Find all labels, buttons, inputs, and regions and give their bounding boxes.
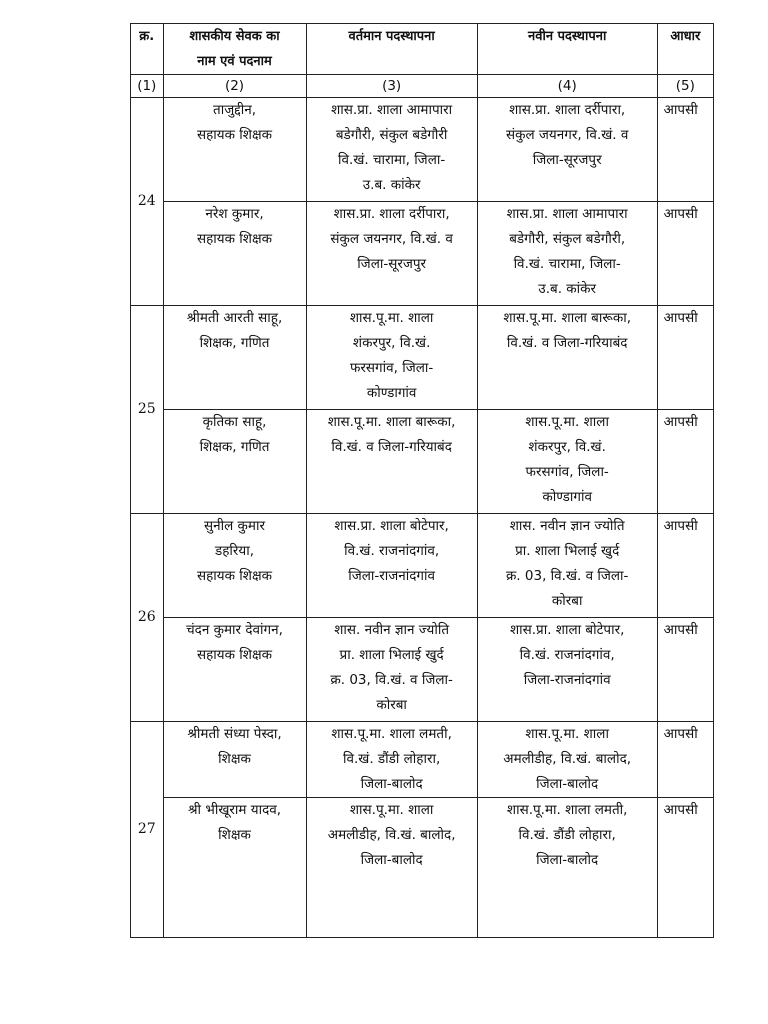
new-posting-line: उ.ब. कांकेर — [538, 281, 597, 297]
transfer-table — [130, 23, 714, 938]
new-posting-line: जिला-बालोद — [536, 776, 599, 792]
serial-number-cell: 24 — [131, 98, 164, 306]
employee-name-cell — [163, 722, 306, 798]
employee-name-cell — [163, 618, 306, 722]
new-posting-line: बडेगौरी, संकुल बडेगौरी, — [509, 231, 626, 247]
new-posting-line: शास.पू.मा. शाला लमती, — [506, 802, 628, 818]
employee-name-cell — [163, 514, 306, 618]
current-posting-line: संकुल जयनगर, वि.खं. व — [330, 231, 453, 247]
current-posting-line: प्रा. शाला भिलाई खुर्द — [339, 647, 444, 663]
current-posting-line: शास.पू.मा. शाला — [349, 310, 434, 326]
header-name-designation — [163, 24, 306, 75]
basis-cell: आपसी — [657, 618, 713, 722]
table-row — [131, 98, 714, 202]
current-posting-line: शास.पू.मा. शाला लमती, — [331, 726, 452, 742]
employee-name-cell — [163, 410, 306, 514]
current-posting-line: शास.प्रा. शाला बोटेपार, — [334, 518, 449, 534]
new-posting-cell — [477, 306, 657, 410]
new-posting-cell — [477, 410, 657, 514]
current-posting-line: जिला-बालोद — [360, 776, 423, 792]
current-posting-cell — [306, 798, 477, 938]
new-posting-line: फरसगांव, जिला- — [525, 464, 609, 480]
header-name-line: शासकीय सेवक का — [189, 29, 280, 44]
current-posting-line: जिला-राजनांदगांव — [348, 568, 436, 584]
new-posting-line: वि.खं. चारामा, जिला- — [513, 256, 621, 272]
employee-name-line: शिक्षक, गणित — [199, 335, 270, 351]
current-posting-cell — [306, 410, 477, 514]
employee-name-line: सहायक शिक्षक — [197, 568, 273, 584]
new-posting-line: शास.पू.मा. शाला — [525, 414, 609, 430]
index-cell: (2) — [163, 75, 306, 98]
current-posting-line: वि.खं. चारामा, जिला- — [338, 152, 446, 168]
employee-name-cell — [163, 798, 306, 938]
employee-name-line: शिक्षक — [218, 827, 251, 843]
current-posting-cell — [306, 98, 477, 202]
employee-name-line: श्रीमती आरती साहू, — [186, 310, 283, 326]
header-new-posting: नवीन पदस्थापना — [477, 24, 657, 75]
new-posting-line: शंकरपुर, वि.खं. — [528, 439, 606, 455]
new-posting-cell — [477, 722, 657, 798]
new-posting-line: शास.प्रा. शाला दर्रीपारा, — [509, 102, 626, 118]
current-posting-line: बडेगौरी, संकुल बडेगौरी — [335, 127, 448, 143]
table-body — [131, 98, 714, 938]
new-posting-line: अमलीडीह, वि.खं. बालोद, — [503, 751, 632, 767]
current-posting-cell — [306, 722, 477, 798]
current-posting-line: शास.प्रा. शाला दर्रीपारा, — [333, 206, 450, 222]
employee-name-line: श्री भीखूराम यादव, — [187, 802, 282, 818]
index-cell: (4) — [477, 75, 657, 98]
new-posting-line: वि.खं. डौंडी लोहारा, — [518, 827, 616, 843]
current-posting-cell — [306, 306, 477, 410]
new-posting-cell — [477, 202, 657, 306]
basis-cell: आपसी — [657, 514, 713, 618]
current-posting-line: वि.खं. राजनांदगांव, — [344, 543, 440, 559]
new-posting-line: कोरबा — [551, 593, 583, 609]
current-posting-line: कोरबा — [376, 697, 407, 713]
index-cell: (3) — [306, 75, 477, 98]
header-basis: आधार — [657, 24, 713, 75]
basis-cell: आपसी — [657, 306, 713, 410]
table-row — [131, 410, 714, 514]
basis-cell: आपसी — [657, 202, 713, 306]
basis-cell: आपसी — [657, 722, 713, 798]
new-posting-line: वि.खं. राजनांदगांव, — [519, 647, 615, 663]
table-row — [131, 514, 714, 618]
current-posting-cell — [306, 202, 477, 306]
table-row — [131, 306, 714, 410]
current-posting-line: शास. नवीन ज्ञान ज्योति — [334, 622, 450, 638]
new-posting-line: जिला-राजनांदगांव — [523, 672, 611, 688]
new-posting-cell — [477, 798, 657, 938]
basis-cell: आपसी — [657, 410, 713, 514]
new-posting-line: शास.पू.मा. शाला बारूका, — [503, 310, 632, 326]
table-row — [131, 798, 714, 938]
employee-name-line: नरेश कुमार, — [205, 206, 264, 222]
employee-name-cell — [163, 202, 306, 306]
employee-name-cell — [163, 98, 306, 202]
current-posting-line: कोण्डागांव — [366, 385, 417, 401]
employee-name-line: चंदन कुमार देवांगन, — [186, 622, 283, 638]
current-posting-cell — [306, 618, 477, 722]
new-posting-line: जिला-सूरजपुर — [532, 152, 602, 168]
current-posting-line: फरसगांव, जिला- — [349, 360, 434, 376]
current-posting-line: शास.प्रा. शाला आमापारा — [331, 102, 453, 118]
table-row — [131, 722, 714, 798]
employee-name-line: शिक्षक — [218, 751, 251, 767]
new-posting-cell — [477, 98, 657, 202]
serial-number-cell: 25 — [131, 306, 164, 514]
current-posting-line: उ.ब. कांकेर — [362, 177, 421, 193]
serial-number-cell: 26 — [131, 514, 164, 722]
new-posting-line: प्रा. शाला भिलाई खुर्द — [515, 543, 620, 559]
new-posting-line: कोण्डागांव — [542, 489, 592, 505]
employee-name-line: ताजुद्दीन, — [213, 102, 257, 118]
header-row — [131, 24, 714, 75]
employee-name-line: डहरिया, — [215, 543, 255, 559]
new-posting-line: वि.खं. व जिला-गरियाबंद — [506, 335, 628, 351]
employee-name-line: सहायक शिक्षक — [197, 647, 273, 663]
employee-name-line: सुनील कुमार — [204, 518, 266, 534]
new-posting-line: शास.प्रा. शाला आमापारा — [506, 206, 628, 222]
new-posting-line: संकुल जयनगर, वि.खं. व — [505, 127, 629, 143]
current-posting-cell — [306, 514, 477, 618]
new-posting-line: शास.प्रा. शाला बोटेपार, — [509, 622, 625, 638]
employee-name-line: सहायक शिक्षक — [197, 231, 273, 247]
current-posting-line: जिला-सूरजपुर — [357, 256, 427, 272]
current-posting-line: वि.खं. डौंडी लोहारा, — [342, 751, 441, 767]
new-posting-line: जिला-बालोद — [536, 852, 599, 868]
index-cell: (5) — [657, 75, 713, 98]
index-cell: (1) — [131, 75, 164, 98]
new-posting-line: क्र. 03, वि.खं. व जिला- — [505, 568, 629, 584]
current-posting-line: शंकरपुर, वि.खं. — [352, 335, 431, 351]
employee-name-line: शिक्षक, गणित — [199, 439, 270, 455]
table-row — [131, 202, 714, 306]
table-row — [131, 618, 714, 722]
employee-name-cell — [163, 306, 306, 410]
current-posting-line: क्र. 03, वि.खं. व जिला- — [330, 672, 453, 688]
employee-name-line: कृतिका साहू, — [202, 414, 267, 430]
new-posting-cell — [477, 514, 657, 618]
header-current-posting: वर्तमान पदस्थापना — [306, 24, 477, 75]
basis-cell: आपसी — [657, 98, 713, 202]
employee-name-line: सहायक शिक्षक — [197, 127, 273, 143]
current-posting-line: शास.पू.मा. शाला — [349, 802, 434, 818]
current-posting-line: अमलीडीह, वि.खं. बालोद, — [327, 827, 456, 843]
new-posting-line: शास. नवीन ज्ञान ज्योति — [509, 518, 625, 534]
header-name-line: नाम एवं पदनाम — [197, 54, 272, 69]
serial-number-cell: 27 — [131, 722, 164, 938]
index-row — [131, 75, 714, 98]
new-posting-line: शास.पू.मा. शाला — [525, 726, 609, 742]
basis-cell: आपसी — [657, 798, 713, 938]
new-posting-cell — [477, 618, 657, 722]
employee-name-line: श्रीमती संध्या पेस्दा, — [187, 726, 282, 742]
header-serial: क्र. — [131, 24, 164, 75]
current-posting-line: वि.खं. व जिला-गरियाबंद — [331, 439, 452, 455]
current-posting-line: जिला-बालोद — [360, 852, 423, 868]
current-posting-line: शास.पू.मा. शाला बारूका, — [327, 414, 456, 430]
